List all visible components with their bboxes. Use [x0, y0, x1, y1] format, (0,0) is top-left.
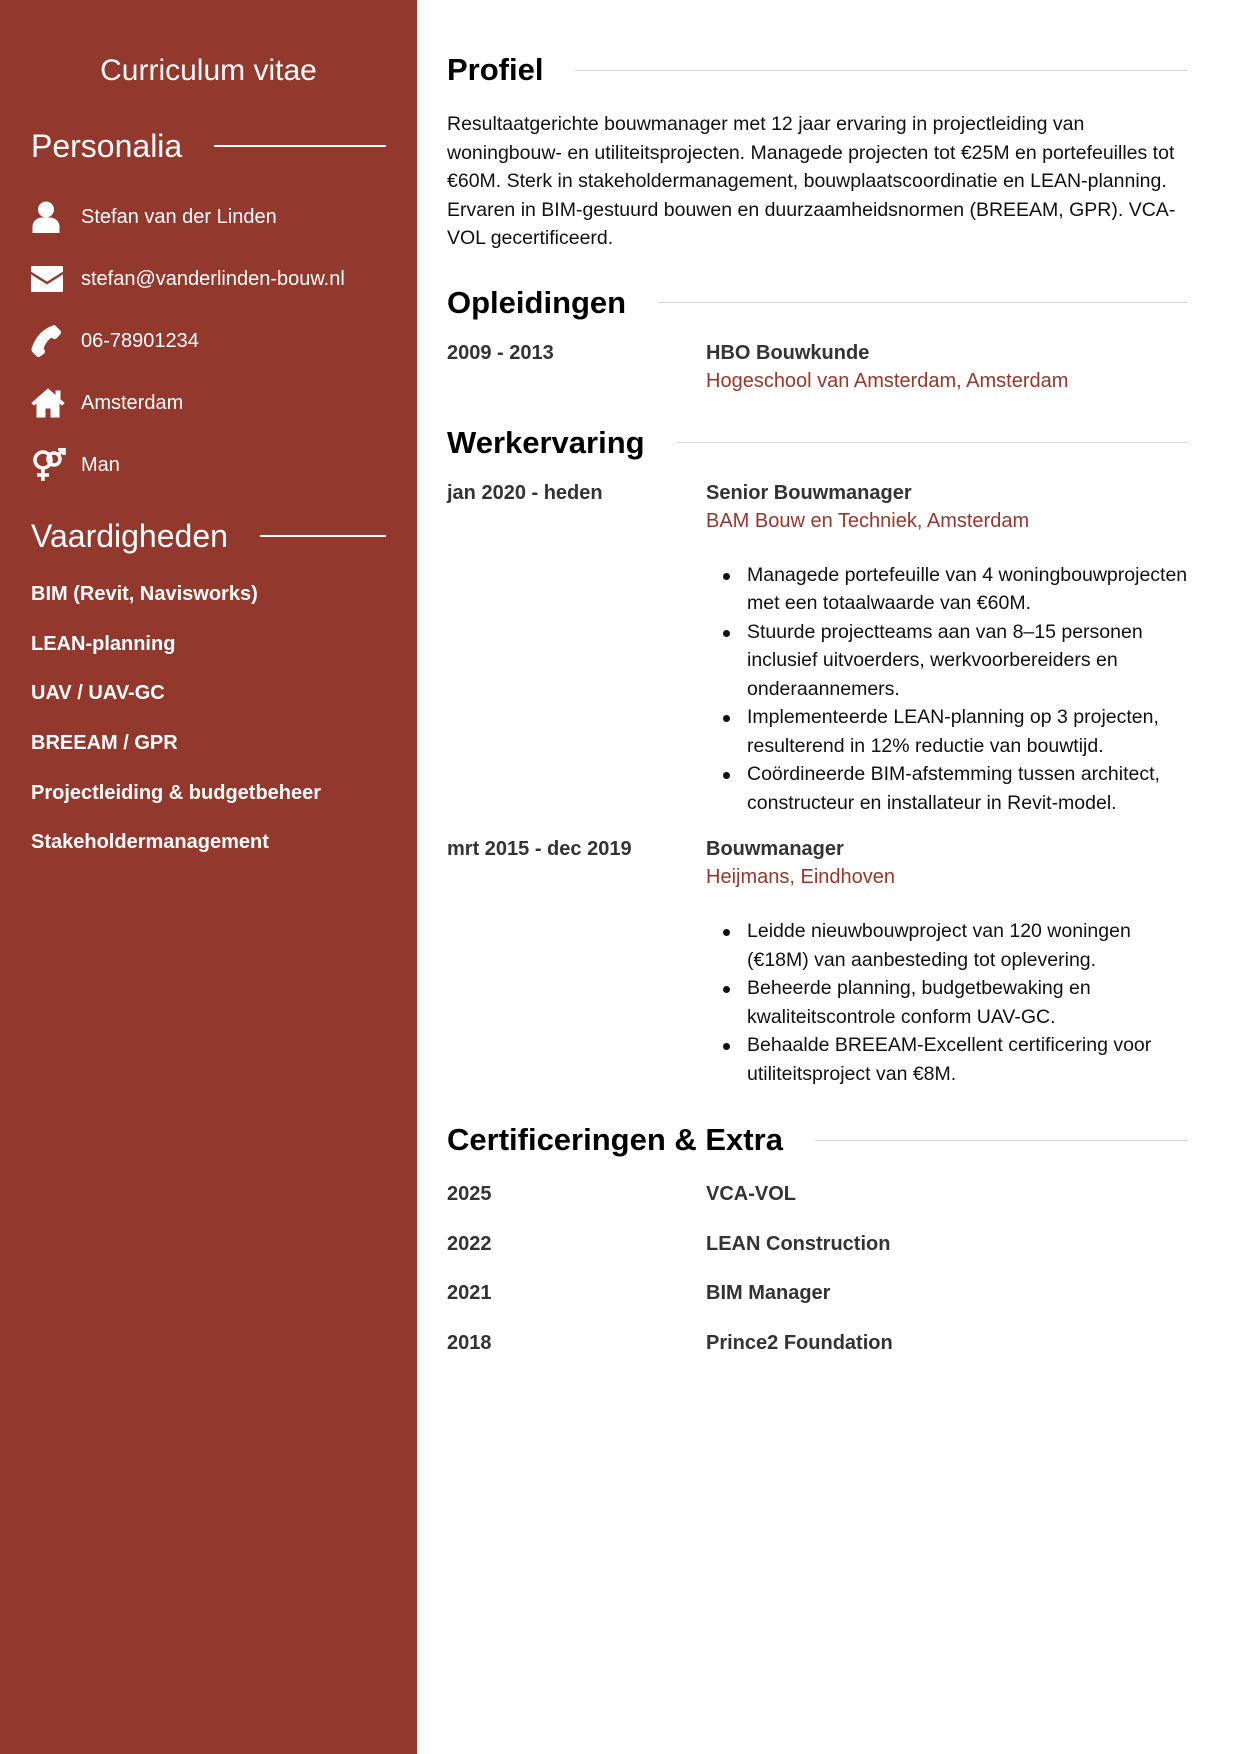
contact-name-text: Stefan van der Linden: [81, 205, 277, 228]
bullet-item: Implementeerde LEAN-planning op 3 projecten, resulterend in 12% reductie van bouwtijd.: [706, 703, 1188, 760]
contact-phone-text: 06-78901234: [81, 329, 199, 352]
personalia-heading-label: Personalia: [31, 127, 183, 164]
contact-list: [31, 186, 386, 496]
entry-body: [706, 479, 1188, 818]
gender-icon: [31, 448, 81, 482]
experience-entry: [447, 835, 1188, 1088]
experience-heading: [447, 425, 1188, 461]
entry-date: jan 2020 - heden: [447, 481, 603, 504]
heading-divider: [260, 535, 386, 537]
heading-divider: [677, 442, 1188, 443]
cert-name: VCA-VOL: [706, 1183, 796, 1206]
skill-item: BREEAM / GPR: [31, 732, 178, 755]
skills-heading-label: Vaardigheden: [31, 517, 228, 554]
contact-gender: [31, 434, 386, 496]
entry-title: HBO Bouwkunde: [706, 341, 870, 364]
education-heading: [447, 285, 1188, 321]
experience-heading-label: Werkervaring: [447, 424, 645, 460]
entry-org: Hogeschool van Amsterdam, Amsterdam: [706, 369, 1069, 392]
contact-email: [31, 248, 386, 310]
entry-bullets: [706, 561, 1188, 818]
education-section: [447, 285, 1188, 395]
certification-row: [447, 1170, 1188, 1220]
entry-date: mrt 2015 - dec 2019: [447, 838, 632, 860]
profile-heading: [447, 52, 1188, 88]
contact-gender-text: Man: [81, 453, 120, 476]
heading-divider: [658, 302, 1188, 303]
home-icon: [31, 388, 81, 418]
bullet-item: Managede portefeuille van 4 woningbouwprojecten met een totaalwaarde van €60M.: [706, 561, 1188, 618]
cert-year: 2022: [447, 1232, 492, 1255]
bullet-item: Beheerde planning, budgetbewaking en kwaliteitscontrole conform UAV-GC.: [706, 974, 1188, 1031]
envelope-icon: [31, 266, 81, 292]
cert-year: 2025: [447, 1183, 492, 1206]
heading-divider: [815, 1140, 1188, 1141]
skills-list: [31, 570, 386, 868]
entry-org: BAM Bouw en Techniek, Amsterdam: [706, 509, 1030, 532]
bullet-item: Stuurde projectteams aan van 8–15 personen inclusief uitvoerders, werkvoorbereiders en onderaannemers.: [706, 618, 1188, 704]
cert-name: BIM Manager: [706, 1282, 831, 1305]
profile-text: Resultaatgerichte bouwmanager met 12 jaar ervaring in projectleiding van woningbouw- en utiliteitsprojecten. Managede projecten tot €25M en portefeuilles tot €60M. Sterk in stakeholdermanagement, bouwplaatscoordinatie en LEAN-planning. Ervaren in BIM-gestuurd bouwen en duurzaamheidsnormen (BREEAM, GPR). VCA-VOL gecertificeerd.: [447, 113, 1176, 249]
cert-name: LEAN Construction: [706, 1232, 891, 1255]
certifications-section: [447, 1122, 1188, 1368]
entry-date: 2009 - 2013: [447, 341, 554, 364]
entry-body: [706, 835, 1188, 1088]
cert-year: 2018: [447, 1332, 492, 1355]
entry-org: Heijmans, Eindhoven: [706, 866, 895, 888]
skills-heading: [31, 516, 386, 556]
certification-row: [447, 1220, 1188, 1270]
cert-name: Prince2 Foundation: [706, 1332, 893, 1355]
certification-row: [447, 1319, 1188, 1369]
education-entry: [447, 339, 1188, 395]
sidebar: [0, 0, 417, 1754]
contact-email-text: stefan@vanderlinden-bouw.nl: [81, 267, 345, 290]
personalia-heading: [31, 126, 386, 166]
certifications-list: [447, 1170, 1188, 1368]
contact-phone: [31, 310, 386, 372]
entry-title: Bouwmanager: [706, 838, 844, 860]
education-heading-label: Opleidingen: [447, 284, 627, 320]
experience-section: [447, 425, 1188, 1089]
main-content: [447, 0, 1188, 1368]
contact-location: [31, 372, 386, 434]
bullet-item: Coördineerde BIM-afstemming tussen architect, constructeur en installateur in Revit-model.: [706, 760, 1188, 817]
certifications-heading: [447, 1122, 1188, 1158]
bullet-item: Leidde nieuwbouwproject van 120 woningen (€18M) van aanbesteding tot oplevering.: [706, 917, 1188, 974]
user-icon: [31, 201, 81, 233]
heading-divider: [575, 70, 1188, 71]
skill-item: BIM (Revit, Navisworks): [31, 583, 258, 606]
phone-icon: [31, 325, 81, 357]
profile-section: [447, 0, 1188, 253]
skill-item: UAV / UAV-GC: [31, 682, 165, 705]
skill-item: Projectleiding & budgetbeheer: [31, 781, 322, 804]
entry-title: Senior Bouwmanager: [706, 481, 912, 504]
experience-entry: [447, 479, 1188, 818]
profile-heading-label: Profiel: [447, 52, 544, 87]
contact-name: [31, 186, 386, 248]
skill-item: Stakeholdermanagement: [31, 831, 269, 854]
cert-year: 2021: [447, 1282, 492, 1305]
certification-row: [447, 1269, 1188, 1319]
entry-bullets: [706, 917, 1188, 1088]
cv-title: Curriculum vitae: [100, 54, 317, 87]
entry-body: [706, 339, 1188, 395]
bullet-item: Behaalde BREEAM-Excellent certificering voor utiliteitsproject van €8M.: [706, 1031, 1188, 1088]
skill-item: LEAN-planning: [31, 632, 176, 655]
heading-divider: [214, 145, 386, 147]
contact-location-text: Amsterdam: [81, 391, 184, 414]
certifications-heading-label: Certificeringen & Extra: [447, 1122, 783, 1157]
